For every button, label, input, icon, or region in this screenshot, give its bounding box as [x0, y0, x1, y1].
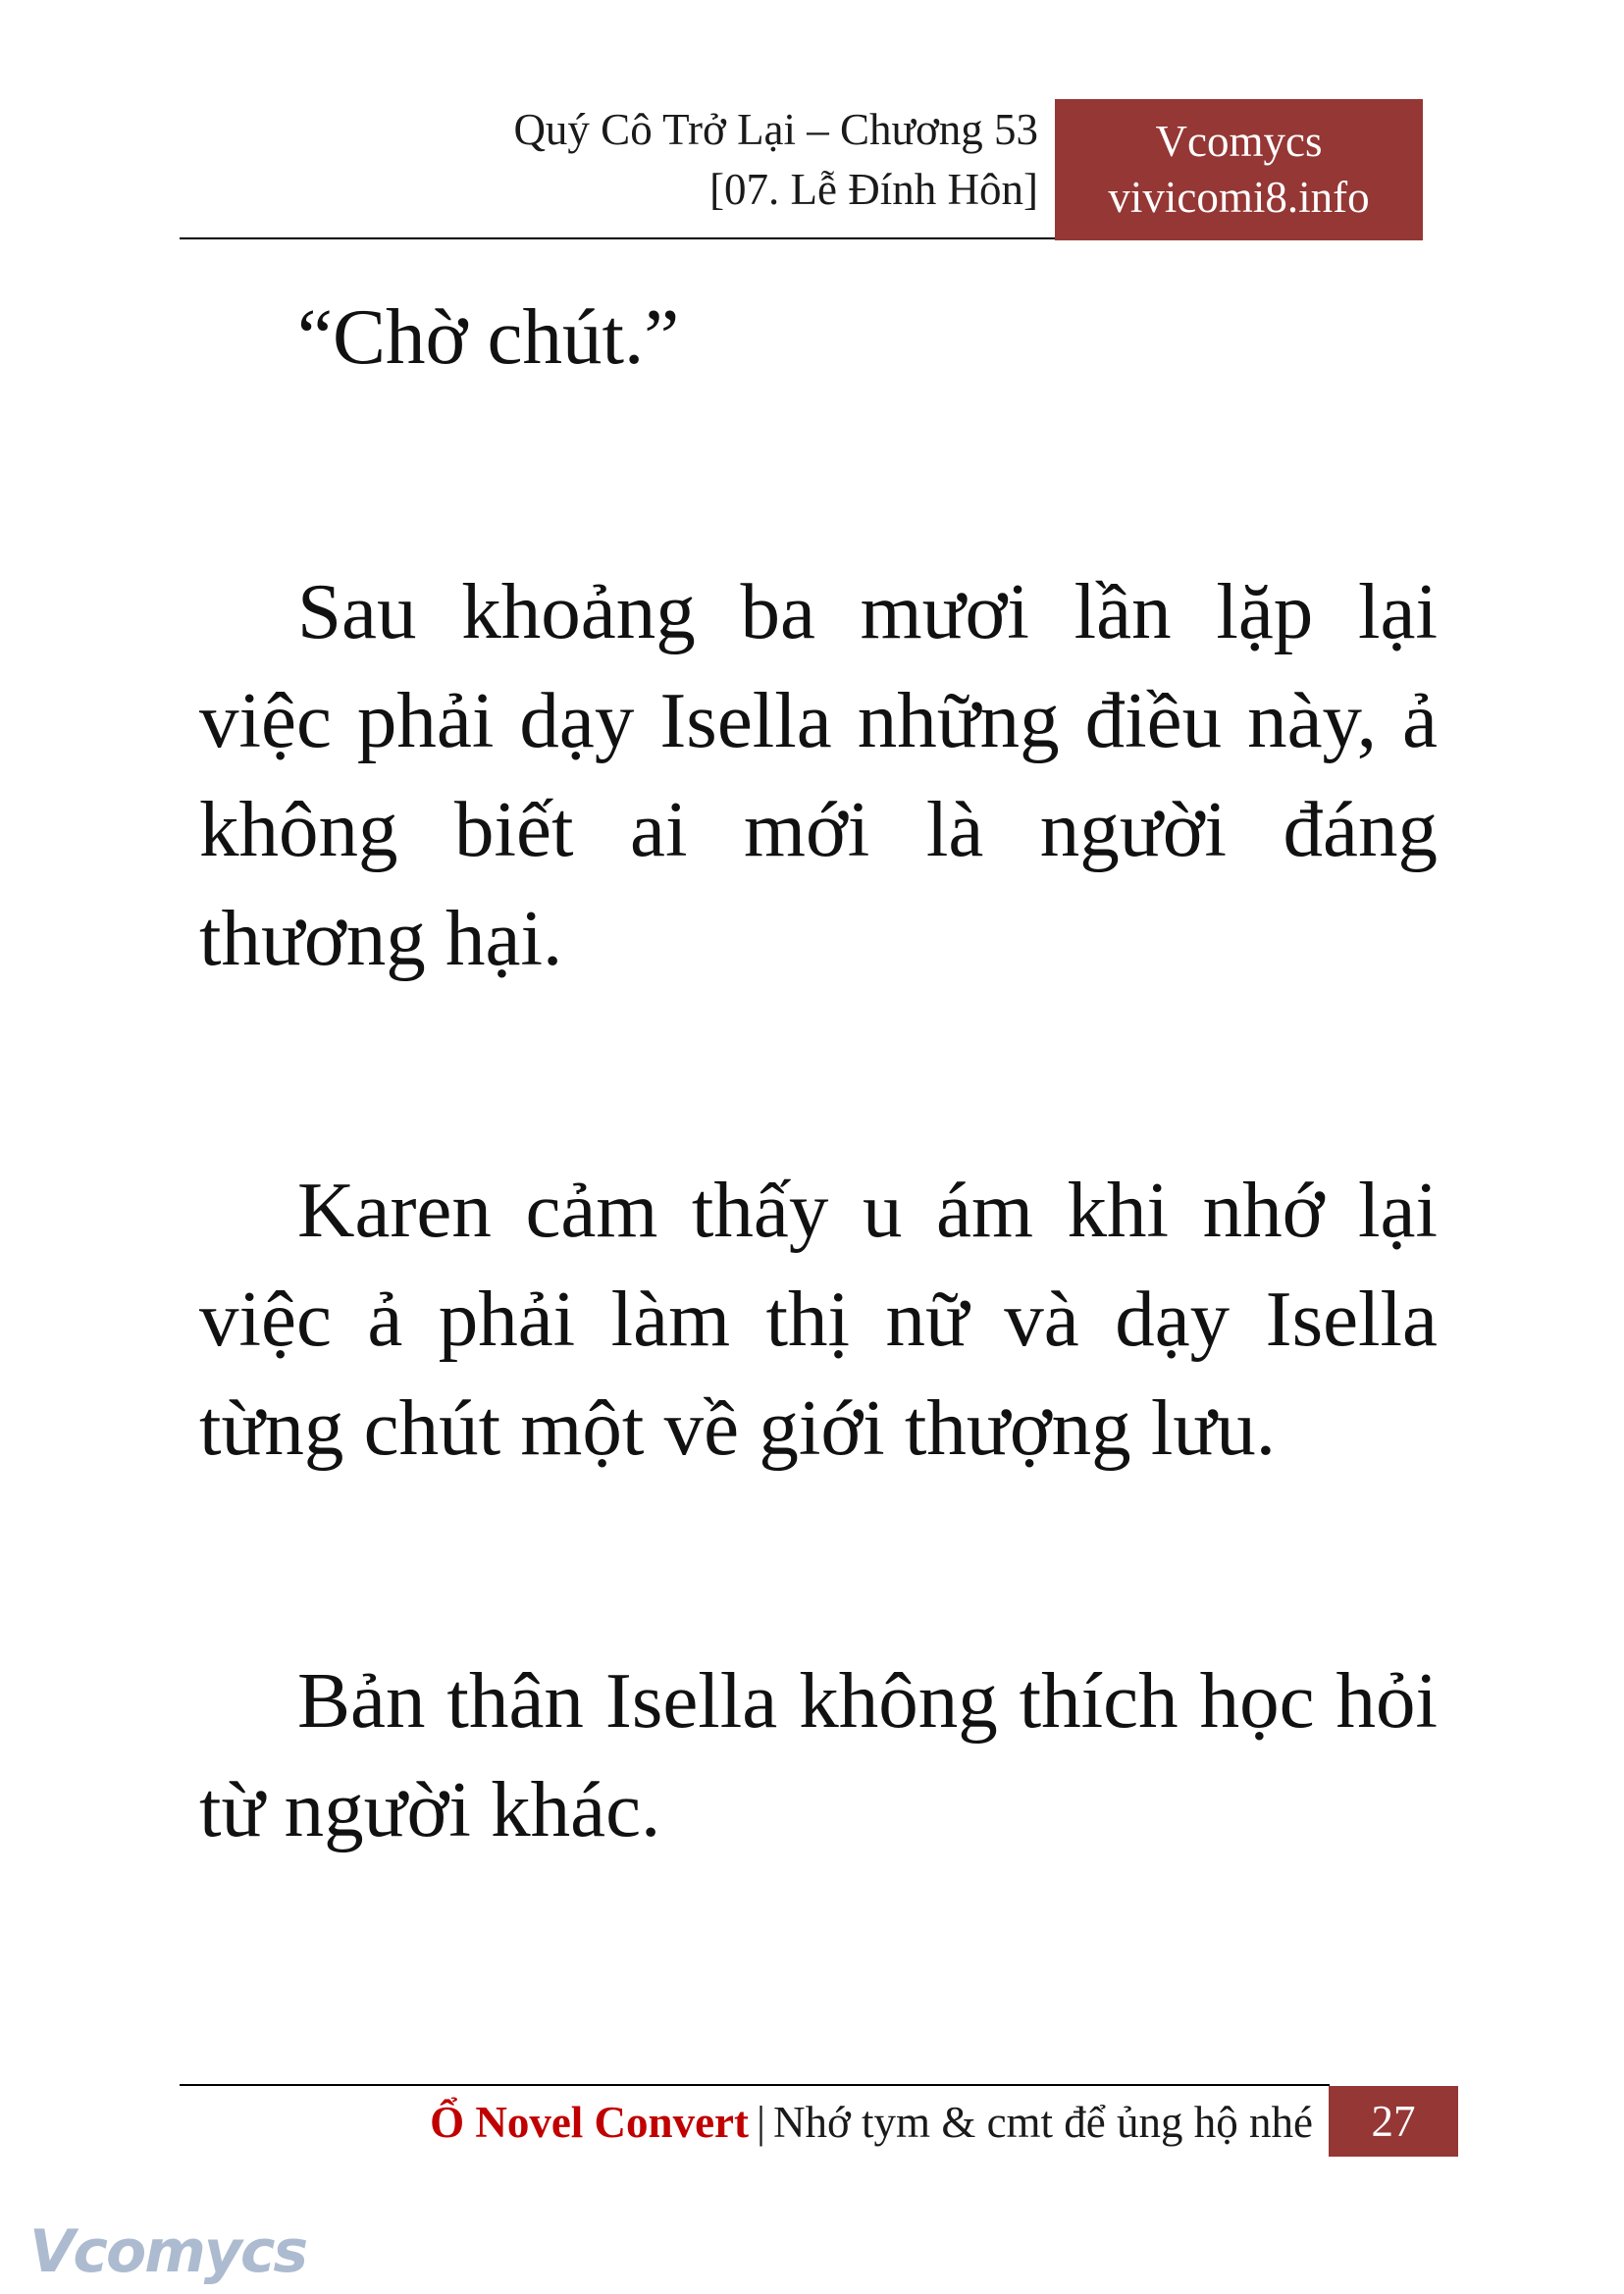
- header-divider: [180, 237, 1055, 239]
- paragraph-text: Bản thân Isella không thích học hỏi từ người khác.: [199, 1656, 1438, 1853]
- footer: [180, 2093, 1313, 2152]
- paragraph-text: “Chờ chút.”: [297, 292, 680, 381]
- paragraph-text: Sau khoảng ba mươi lần lặp lại việc phải dạy Isella những điều này, ả không biết ai mới là người đáng thương hại.: [199, 567, 1438, 982]
- footer-brand: Ổ Novel Convert: [430, 2098, 749, 2147]
- paragraph-4: [199, 1646, 1438, 1864]
- paragraph-text: Karen cảm thấy u ám khi nhớ lại việc ả phải làm thị nữ và dạy Isella từng chút một về giới thượng lưu.: [199, 1166, 1438, 1472]
- paragraph-3: [199, 1156, 1438, 1483]
- page-number: 27: [1329, 2086, 1458, 2157]
- site-url: vivicomi8.info: [1108, 173, 1370, 222]
- chapter-header: [180, 100, 1038, 220]
- footer-message: Nhớ tym & cmt để ủng hộ nhé: [773, 2098, 1313, 2147]
- paragraph-2: [199, 557, 1438, 993]
- paragraph-1: [199, 283, 1438, 391]
- site-badge: [1055, 99, 1423, 240]
- footer-divider: [180, 2084, 1330, 2086]
- site-name: Vcomycs: [1155, 117, 1323, 166]
- footer-separator: |: [757, 2098, 766, 2147]
- chapter-title: Quý Cô Trở Lại – Chương 53: [513, 105, 1038, 154]
- chapter-subtitle: [07. Lễ Đính Hôn]: [709, 165, 1038, 214]
- watermark-logo: Vcomycs: [29, 2217, 307, 2286]
